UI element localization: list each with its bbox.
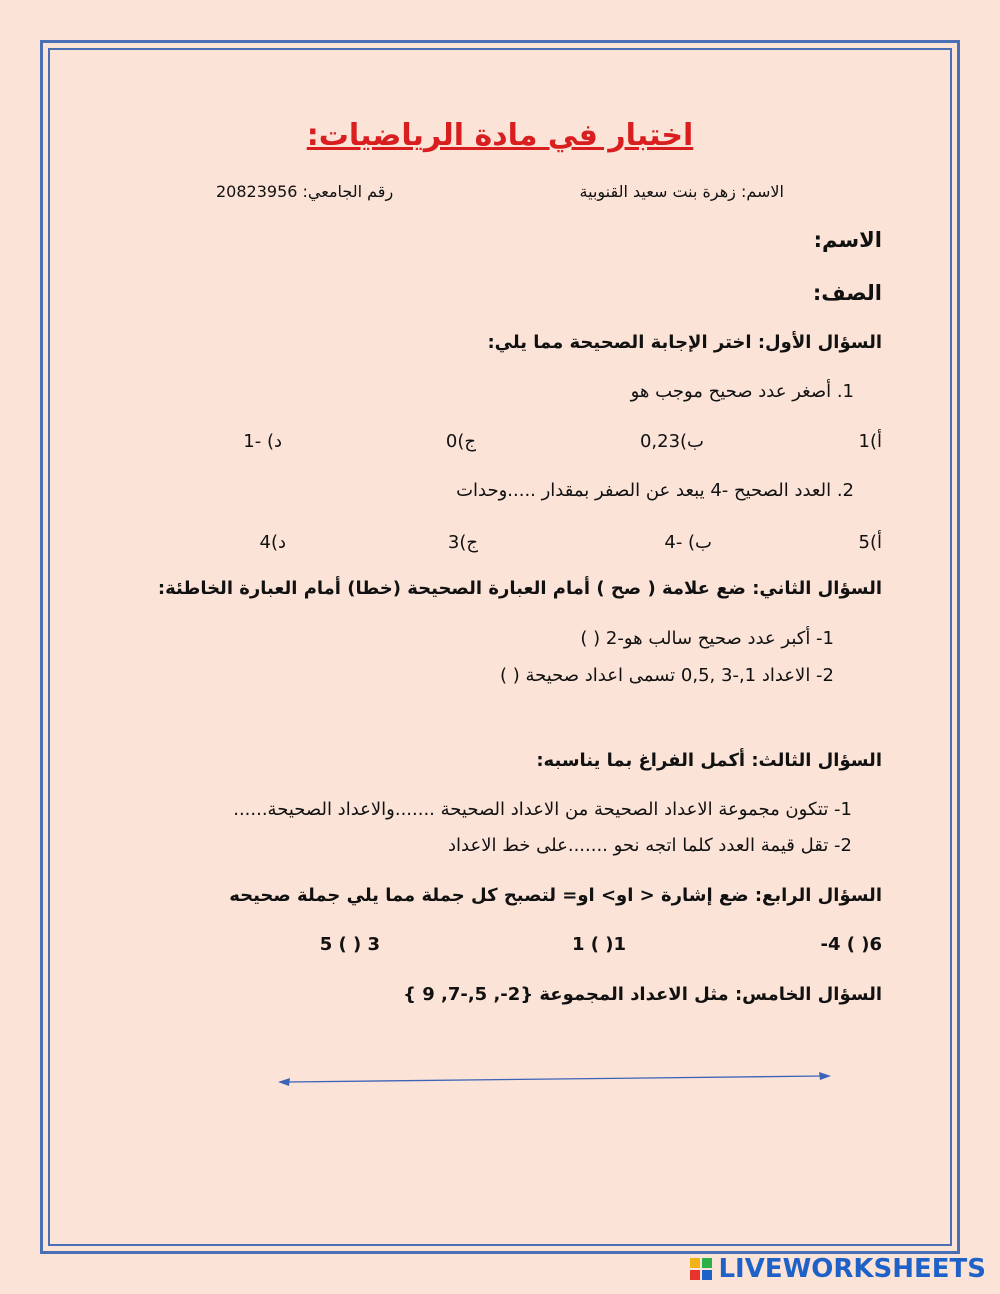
q1-item-2-option-a[interactable]: أ)5: [858, 532, 882, 553]
number-line-right-arrow: [819, 1072, 831, 1080]
q4-item-1[interactable]: -4 ( )6: [820, 934, 882, 955]
q1-item-1-option-c[interactable]: ج)0: [445, 431, 476, 452]
liveworksheets-logo[interactable]: [690, 1254, 986, 1284]
q1-item-2: 2. العدد الصحيح -4 يبعد عن الصفر بمقدار .....وحدات: [456, 480, 854, 501]
q1-heading: السؤال الأول: اختر الإجابة الصحيحة مما يلي:: [487, 332, 882, 353]
q1-item-1-option-a[interactable]: أ)1: [858, 431, 882, 452]
page-title: اختبار في مادة الرياضيات:: [306, 118, 694, 153]
number-line-axis: [286, 1076, 824, 1082]
brand-name: LIVEWORKSHEETS: [718, 1254, 986, 1284]
q3-item-2[interactable]: 2- تقل قيمة العدد كلما اتجه نحو .......على خط الاعداد: [448, 835, 852, 856]
q1-item-1-option-b[interactable]: ب)0,23: [639, 431, 704, 452]
q2-heading: السؤال الثاني: ضع علامة ( صح ) أمام العبارة الصحيحة (خطا) أمام العبارة الخاطئة:: [157, 578, 882, 599]
number-line-left-arrow: [278, 1078, 290, 1086]
q2-item-1[interactable]: 1- أكبر عدد صحيح سالب هو-2 ( ): [580, 628, 834, 649]
q3-heading: السؤال الثالث: أكمل الفراغ بما يناسبه:: [536, 750, 882, 771]
q4-heading: السؤال الرابع: ضع إشارة < او> او= لتصبح كل جملة مما يلي جملة صحيحه: [229, 885, 882, 906]
class-field-label: الصف:: [812, 281, 882, 305]
q1-item-2-option-d[interactable]: د)4: [259, 532, 286, 553]
q4-item-2[interactable]: 1 ( )1: [571, 934, 626, 955]
q1-item-2-option-b[interactable]: ب) -4: [664, 532, 712, 553]
q5-heading: السؤال الخامس: مثل الاعداد المجموعة {2-, 5,-7, 9 }: [403, 984, 882, 1005]
q4-item-3[interactable]: 5 ( ) 3: [319, 934, 380, 955]
student-id: رقم الجامعي: 20823956: [216, 182, 394, 201]
number-line[interactable]: [276, 1066, 836, 1090]
q1-item-1-option-d[interactable]: د) -1: [243, 431, 282, 452]
q1-item-1: 1. أصغر عدد صحيح موجب هو: [630, 381, 854, 402]
q2-item-2[interactable]: 2- الاعداد 1,-3 ,0,5 تسمى اعداد صحيحة ( ): [499, 665, 834, 686]
q1-item-2-option-c[interactable]: ج)3: [447, 532, 478, 553]
q3-item-1[interactable]: 1- تتكون مجموعة الاعداد الصحيحة من الاعداد الصحيحة .......والاعداد الصحيحة......: [233, 799, 852, 820]
student-name: الاسم: زهرة بنت سعيد القنوبية: [579, 182, 784, 201]
name-field-label: الاسم:: [813, 228, 882, 252]
liveworksheets-mark-icon: [690, 1258, 712, 1280]
